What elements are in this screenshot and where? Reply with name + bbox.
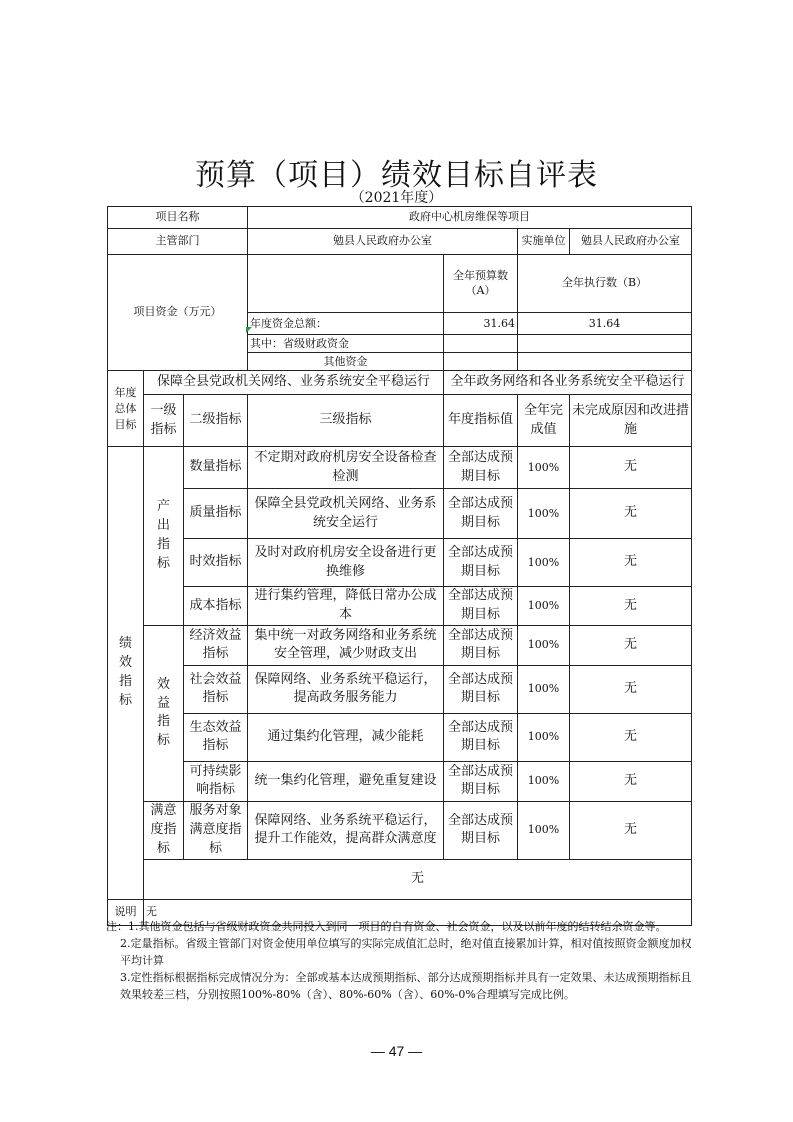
- l3-cell: 保障网络、业务系统平稳运行，提升工作能效，提高群众满意度: [248, 801, 444, 859]
- l3-cell: 保障网络、业务系统平稳运行，提高政务服务能力: [248, 665, 444, 713]
- perf-label: 绩效指标: [108, 447, 144, 900]
- reason-cell: 无: [570, 447, 692, 489]
- goal-label: 年度总体目标: [108, 371, 144, 447]
- indicator-row: [108, 489, 692, 539]
- l3-cell: 及时对政府机房安全设备进行更换维修: [248, 539, 444, 587]
- project-name-label: 项目名称: [108, 207, 248, 229]
- target-cell: 全部达成预期目标: [444, 447, 518, 489]
- l3-cell: 通过集约化管理，减少能耗: [248, 713, 444, 761]
- reason-cell: 无: [570, 801, 692, 859]
- indicator-row: [108, 625, 692, 665]
- reason-cell: 无: [570, 713, 692, 761]
- reason-cell: 无: [570, 625, 692, 665]
- indicator-row: [108, 761, 692, 801]
- indicator-row: [108, 539, 692, 587]
- reason-header: 未完成原因和改进措施: [570, 395, 692, 447]
- footnotes: [106, 918, 692, 1003]
- exec-unit-label: 实施单位: [518, 229, 570, 255]
- provincial-label: 其中：省级财政资金: [248, 335, 444, 353]
- group-satisfaction: 满意度指标: [144, 801, 184, 859]
- target-header: 年度指标值: [444, 395, 518, 447]
- footnote: 3.定性指标根据指标完成情况分为：全部或基本达成预期指标、部分达成预期指标并具有一定效果、未达成预期指标且效果较差三档，分别按照100%-80%（含）、80%-60%（含）、60%-0%合理填写完成比例。: [120, 971, 692, 1002]
- target-cell: 全部达成预期目标: [444, 761, 518, 801]
- total-exec: 31.64: [518, 313, 692, 335]
- l3-cell: 统一集约化管理，避免重复建设: [248, 761, 444, 801]
- funds-blank: [248, 255, 444, 313]
- done-cell: 100%: [518, 539, 570, 587]
- none-cell: 无: [144, 859, 692, 899]
- done-cell: 100%: [518, 761, 570, 801]
- l3-cell: 保障全县党政机关网络、业务系统安全运行: [248, 489, 444, 539]
- reason-cell: 无: [570, 539, 692, 587]
- target-cell: 全部达成预期目标: [444, 539, 518, 587]
- indicator-row: [108, 665, 692, 713]
- reason-cell: 无: [570, 665, 692, 713]
- goal-planned: 保障全县党政机关网络、业务系统安全平稳运行: [144, 371, 444, 395]
- target-cell: 全部达成预期目标: [444, 489, 518, 539]
- other-exec: [518, 353, 692, 371]
- provincial-exec: [518, 335, 692, 353]
- done-cell: 100%: [518, 489, 570, 539]
- total-label: 年度资金总额：: [248, 313, 444, 335]
- dept-value: 勉县人民政府办公室: [248, 229, 518, 255]
- l2-cell: 服务对象满意度指标: [184, 801, 248, 859]
- funds-header-row: [108, 255, 692, 313]
- provincial-budget: [444, 335, 518, 353]
- l2-cell: 时效指标: [184, 539, 248, 587]
- explain-label: 说明: [108, 899, 144, 925]
- indicator-row: [108, 713, 692, 761]
- target-cell: 全部达成预期目标: [444, 625, 518, 665]
- exec-count-header: 全年执行数（B）: [518, 255, 692, 313]
- indicator-header-row: [108, 395, 692, 447]
- l2-cell: 社会效益指标: [184, 665, 248, 713]
- page-title: 预算（项目）绩效目标自评表: [195, 158, 598, 193]
- dept-row: [108, 229, 692, 255]
- l2-cell: 质量指标: [184, 489, 248, 539]
- l2-cell: 成本指标: [184, 587, 248, 626]
- project-name-value: 政府中心机房维保等项目: [248, 207, 692, 229]
- done-cell: 100%: [518, 587, 570, 626]
- target-cell: 全部达成预期目标: [444, 587, 518, 626]
- reason-cell: 无: [570, 587, 692, 626]
- indicator-row: [108, 447, 692, 489]
- evaluation-table: [107, 206, 692, 926]
- indicator-row: [108, 587, 692, 626]
- level3-header: 三级指标: [248, 395, 444, 447]
- other-label: 其他资金: [248, 353, 444, 371]
- cell-comment-marker: [246, 327, 252, 333]
- total-budget: 31.64: [444, 313, 518, 335]
- funds-label: 项目资金（万元）: [108, 255, 248, 371]
- l2-cell: 可持续影响指标: [184, 761, 248, 801]
- footnote: 2.定量指标。省级主管部门对资金使用单位填写的实际完成值汇总时，绝对值直接累加计算，相对值按照资金额度加权平均计算: [120, 937, 692, 968]
- other-budget: [444, 353, 518, 371]
- project-name-row: [108, 207, 692, 229]
- l3-cell: 集中统一对政务网络和业务系统安全管理，减少财政支出: [248, 625, 444, 665]
- explain-value: 无: [144, 899, 692, 925]
- none-row: [108, 859, 692, 899]
- done-cell: 100%: [518, 665, 570, 713]
- done-cell: 100%: [518, 801, 570, 859]
- dept-label: 主管部门: [108, 229, 248, 255]
- page-subtitle: （2021年度）: [350, 190, 443, 206]
- page-number: — 47 —: [370, 1043, 423, 1059]
- target-cell: 全部达成预期目标: [444, 713, 518, 761]
- target-cell: 全部达成预期目标: [444, 665, 518, 713]
- budget-header: 全年预算数（A）: [444, 255, 518, 313]
- goal-row: [108, 371, 692, 395]
- done-cell: 100%: [518, 713, 570, 761]
- reason-cell: 无: [570, 489, 692, 539]
- l2-cell: 生态效益指标: [184, 713, 248, 761]
- indicator-row: [108, 801, 692, 859]
- exec-unit-value: 勉县人民政府办公室: [570, 229, 692, 255]
- reason-cell: 无: [570, 761, 692, 801]
- group-output: 产出指标: [144, 447, 184, 626]
- goal-actual: 全年政务网络和各业务系统安全平稳运行: [444, 371, 692, 395]
- l2-cell: 数量指标: [184, 447, 248, 489]
- level1-header: 一级指标: [144, 395, 184, 447]
- target-cell: 全部达成预期目标: [444, 801, 518, 859]
- done-cell: 100%: [518, 447, 570, 489]
- l3-cell: 不定期对政府机房安全设备检查检测: [248, 447, 444, 489]
- done-cell: 100%: [518, 625, 570, 665]
- l2-cell: 经济效益指标: [184, 625, 248, 665]
- footnote: 注：1.其他资金包括与省级财政资金共同投入到同一项目的自有资金、社会资金，以及以前年度的结转结余资金等。: [106, 920, 667, 933]
- group-benefit: 效益指标: [144, 625, 184, 801]
- done-header: 全年完成值: [518, 395, 570, 447]
- l3-cell: 进行集约管理，降低日常办公成本: [248, 587, 444, 626]
- level2-header: 二级指标: [184, 395, 248, 447]
